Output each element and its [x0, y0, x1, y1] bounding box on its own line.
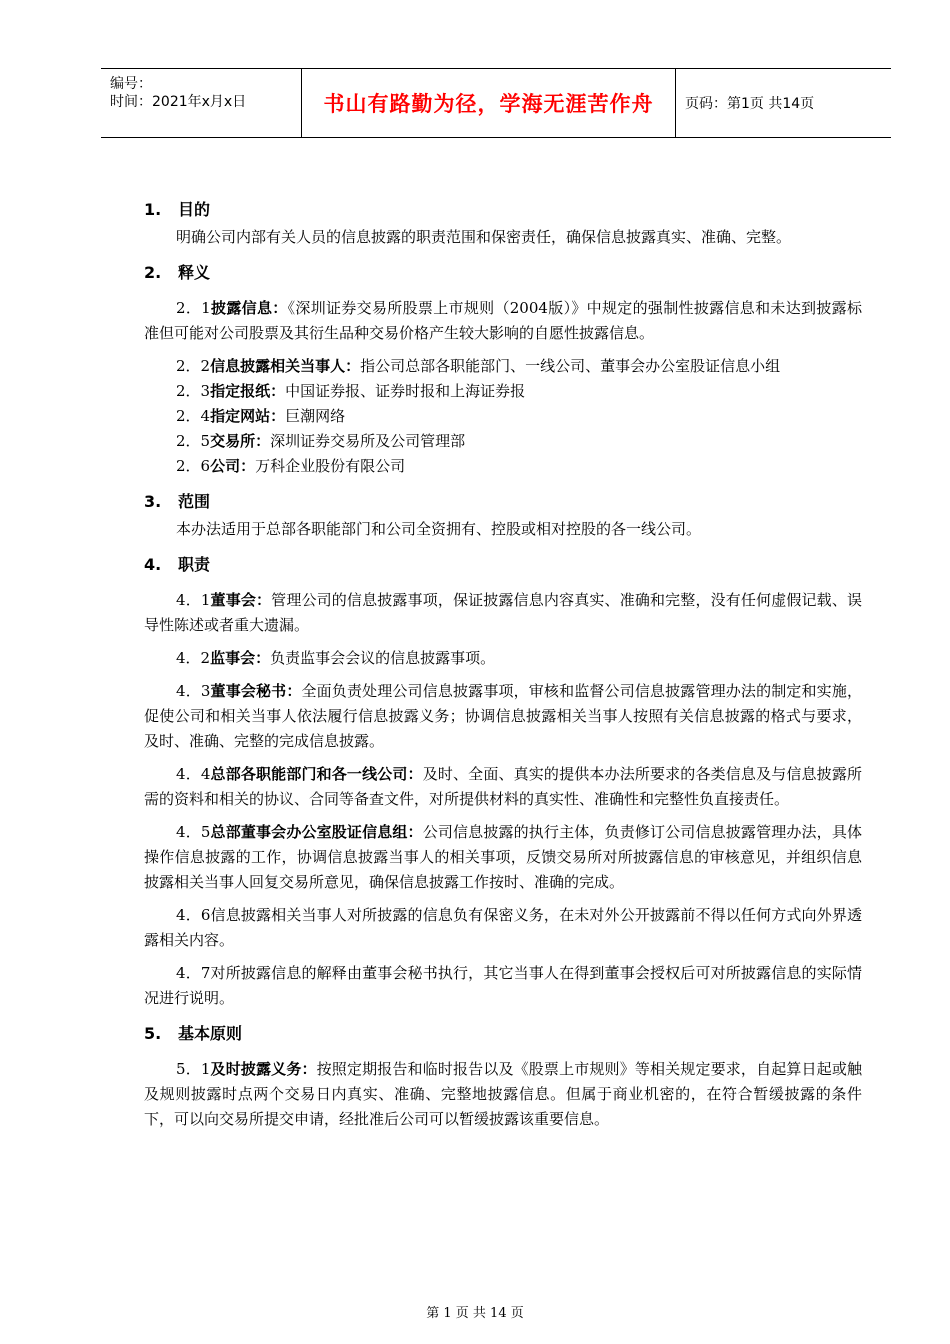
duty-item: 4．5总部董事会办公室股证信息组：公司信息披露的执行主体，负责修订公司信息披露管理办法，具体操作信息披露的工作，协调信息披露当事人的相关事项，反馈交易所对所披露信息的审核意见，并组织信息披露相关当事人回复交易所意见，确保信息披露工作按时、准确的完成。 [144, 823, 862, 891]
definition-item: 2．1披露信息：《深圳证券交易所股票上市规则（2004版）》中规定的强制性披露信息和未达到披露标准但可能对公司股票及其衍生品种交易价格产生较大影响的自愿性披露信息。 [144, 299, 862, 342]
duty-item: 4．7对所披露信息的解释由董事会秘书执行，其它当事人在得到董事会授权后可对所披露信息的实际情况进行说明。 [144, 964, 862, 1007]
definition-item: 2．5交易所：深圳证券交易所及公司管理部 [176, 432, 466, 450]
section-heading: 5. 基本原则 [144, 1024, 243, 1043]
duty-item: 4．2监事会：负责监事会会议的信息披露事项。 [176, 649, 496, 667]
section-heading: 4. 职责 [144, 555, 211, 574]
definition-item: 2．4指定网站：巨潮网络 [176, 407, 346, 425]
document-header [101, 68, 891, 138]
header-motto: 书山有路勤为径，学海无涯苦作舟 [302, 69, 676, 137]
section-heading: 1. 目的 [144, 200, 211, 219]
definition-item: 2．2信息披露相关当事人：指公司总部各职能部门、一线公司、董事会办公室股证信息小组 [176, 357, 781, 375]
page-label: 页码：第1页 共14页 [685, 96, 815, 112]
duty-item: 4．3董事会秘书：全面负责处理公司信息披露事项，审核和监督公司信息披露管理办法的制定和实施，促使公司和相关当事人依法履行信息披露义务；协调信息披露相关当事人按照有关信息披露的格式与要求，及时、准确、完整的完成信息披露。 [144, 682, 862, 750]
time-label: 时间：2021年x月x日 [110, 94, 247, 110]
definition-item: 2．6公司：万科企业股份有限公司 [176, 457, 406, 475]
section-heading: 3. 范围 [144, 492, 211, 511]
paragraph: 明确公司内部有关人员的信息披露的职责范围和保密责任，确保信息披露真实、准确、完整。 [176, 228, 792, 246]
principle-item: 5．1及时披露义务：按照定期报告和临时报告以及《股票上市规则》等相关规定要求，自起算日起或触及规则披露时点两个交易日内真实、准确、完整地披露信息。但属于商业机密的，在符合暂缓披露的条件下，可以向交易所提交申请，经批准后公司可以暂缓披露该重要信息。 [144, 1060, 862, 1128]
section-heading: 2. 释义 [144, 263, 211, 282]
page-footer: 第 1 页 共 14 页 [426, 1306, 524, 1321]
definition-item: 2．3指定报纸：中国证券报、证券时报和上海证券报 [176, 382, 526, 400]
header-meta [101, 69, 302, 137]
header-page [676, 69, 891, 137]
paragraph: 本办法适用于总部各职能部门和公司全资拥有、控股或相对控股的各一线公司。 [176, 520, 702, 538]
document-body [144, 195, 862, 1132]
duty-item: 4．1董事会：管理公司的信息披露事项，保证披露信息内容真实、准确和完整，没有任何虚假记载、误导性陈述或者重大遗漏。 [144, 591, 862, 634]
number-label: 编号： [110, 76, 152, 92]
duty-item: 4．4总部各职能部门和各一线公司：及时、全面、真实的提供本办法所要求的各类信息及与信息披露所需的资料和相关的协议、合同等备查文件，对所提供材料的真实性、准确性和完整性负直接责任。 [144, 765, 862, 808]
duty-item: 4．6信息披露相关当事人对所披露的信息负有保密义务，在未对外公开披露前不得以任何方式向外界透露相关内容。 [144, 906, 862, 949]
